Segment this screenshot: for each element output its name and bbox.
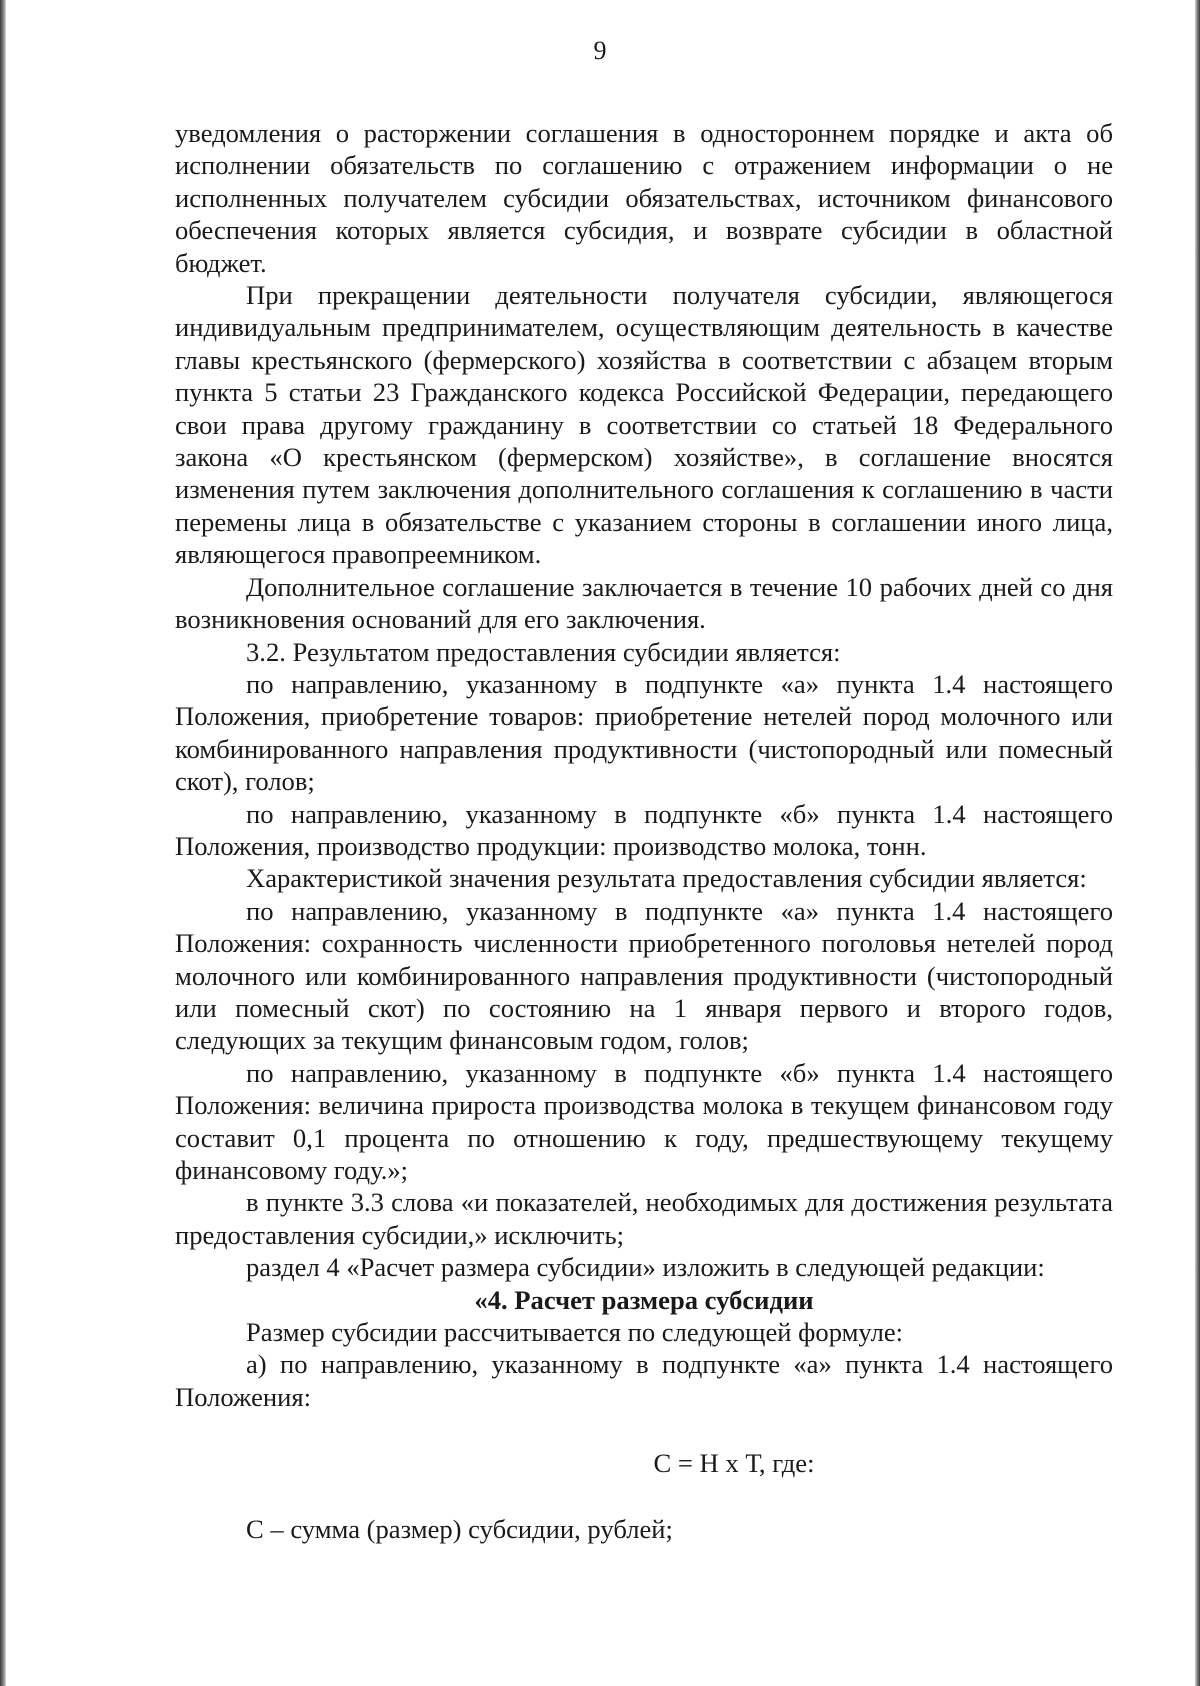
- paragraph-7: Характеристикой значения результата предоставления субсидии является:: [246, 863, 1087, 894]
- paragraph-2: При прекращении деятельности получателя субсидии, являющегося индивидуальным предпринимателем, осуществляющим деятельность в качестве главы крестьянского (фермерского) хозяйства в соответствии с абзацем вторым пункта 5 статьи 23 Гражданского кодекса Российской Федерации, передающего свои права другому гражданину в соответствии со статьей 18 Федерального закона «О крестьянском (фермерском) хозяйстве», в соглашение вносятся изменения путем заключения дополнительного соглашения к соглашению в части перемены лица в обязательстве с указанием стороны в соглашении иного лица, являющегося правопреемником.: [175, 280, 1113, 570]
- paragraph-4: 3.2. Результатом предоставления субсидии является:: [246, 636, 841, 667]
- paragraph-10: в пункте 3.3 слова «и показателей, необходимых для достижения результата предоставления субсидии,» исключить;: [175, 1187, 1113, 1250]
- paragraph-8: по направлению, указанному в подпункте «а» пункта 1.4 настоящего Положения: сохранность численности приобретенного поголовья нетелей пород молочного или комбинированного направления продуктивности (чистопородный или помесный скот) по состоянию на 1 января первого и второго годов, следующих за текущим финансовым годом, голов;: [175, 895, 1113, 1056]
- section-heading: «4. Расчет размера субсидии: [474, 1284, 814, 1315]
- paragraph-1: уведомления о расторжении соглашения в одностороннем порядке и акта об исполнении обязательств по соглашению с отражением информации о не исполненных получателем субсидии обязательствах, источником финансового обеспечения которых является субсидия, и возврате субсидии в областной бюджет.: [175, 118, 1113, 278]
- scan-edge-right: [1195, 0, 1200, 1686]
- document-body: [175, 117, 1113, 1545]
- paragraph-11: раздел 4 «Расчет размера субсидии» изложить в следующей редакции:: [246, 1252, 1045, 1283]
- paragraph-14: С – сумма (размер) субсидии, рублей;: [246, 1513, 673, 1544]
- paragraph-13: а) по направлению, указанному в подпункте «а» пункта 1.4 настоящего Положения:: [175, 1349, 1113, 1412]
- paragraph-12: Размер субсидии рассчитывается по следующей формуле:: [246, 1317, 904, 1348]
- paragraph-6: по направлению, указанному в подпункте «б» пункта 1.4 настоящего Положения, производство продукции: производство молока, тонн.: [175, 798, 1113, 861]
- paragraph-9: по направлению, указанному в подпункте «б» пункта 1.4 настоящего Положения: величина прироста производства молока в текущем финансовом году составит 0,1 процента по отношению к году, предшествующему текущему финансовому году.»;: [175, 1057, 1113, 1185]
- page-number: 9: [593, 36, 607, 65]
- paragraph-3: Дополнительное соглашение заключается в течение 10 рабочих дней со дня возникновения оснований для его заключения.: [175, 571, 1113, 635]
- formula: С = Н х Т, где:: [653, 1448, 815, 1479]
- paragraph-5: по направлению, указанному в подпункте «а» пункта 1.4 настоящего Положения, приобретение товаров: приобретение нетелей пород молочного или комбинированного направления продуктивности (чистопородный или помесный скот), голов;: [175, 668, 1113, 797]
- scan-edge-left: [0, 0, 6, 1686]
